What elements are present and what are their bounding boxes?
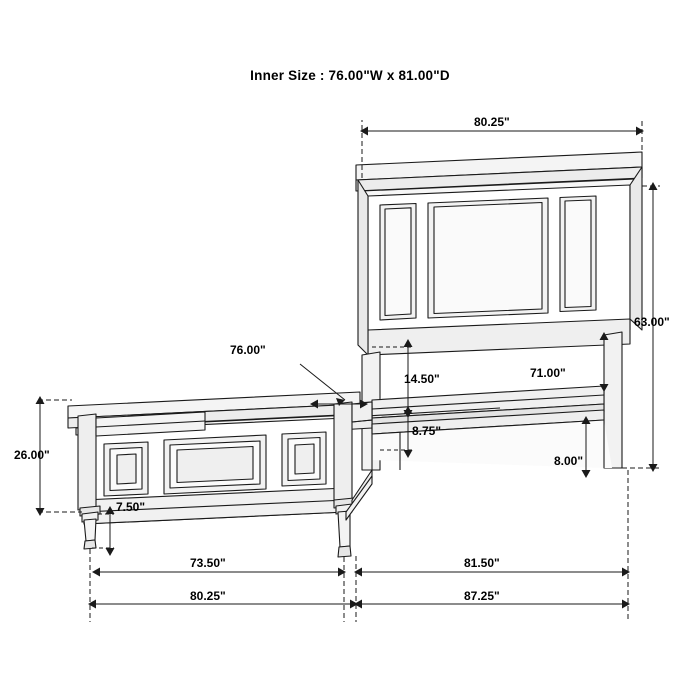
dim-label-footboard-depth: 73.50" [190, 556, 226, 570]
page-title: Inner Size : 76.00"W x 81.00"D [250, 68, 450, 83]
dim-label-headboard-height: 63.00" [634, 315, 670, 329]
dim-label-footboard-height: 26.00" [14, 448, 50, 462]
dim-label-headboard-inner: 71.00" [530, 366, 566, 380]
dim-label-deck-top: 14.50" [404, 372, 440, 386]
dim-label-overall-side: 87.25" [464, 589, 500, 603]
dim-label-overall-footboard: 80.25" [190, 589, 226, 603]
dim-label-side-depth: 81.50" [464, 556, 500, 570]
dim-label-rail-clearance: 8.00" [554, 454, 584, 468]
dim-label-mattress-width: 76.00" [230, 343, 266, 357]
dim-label-top-width: 80.25" [474, 115, 510, 129]
dim-label-footboard-leg: 7.50" [116, 500, 146, 514]
dim-label-deck-height: 8.75" [412, 424, 442, 438]
